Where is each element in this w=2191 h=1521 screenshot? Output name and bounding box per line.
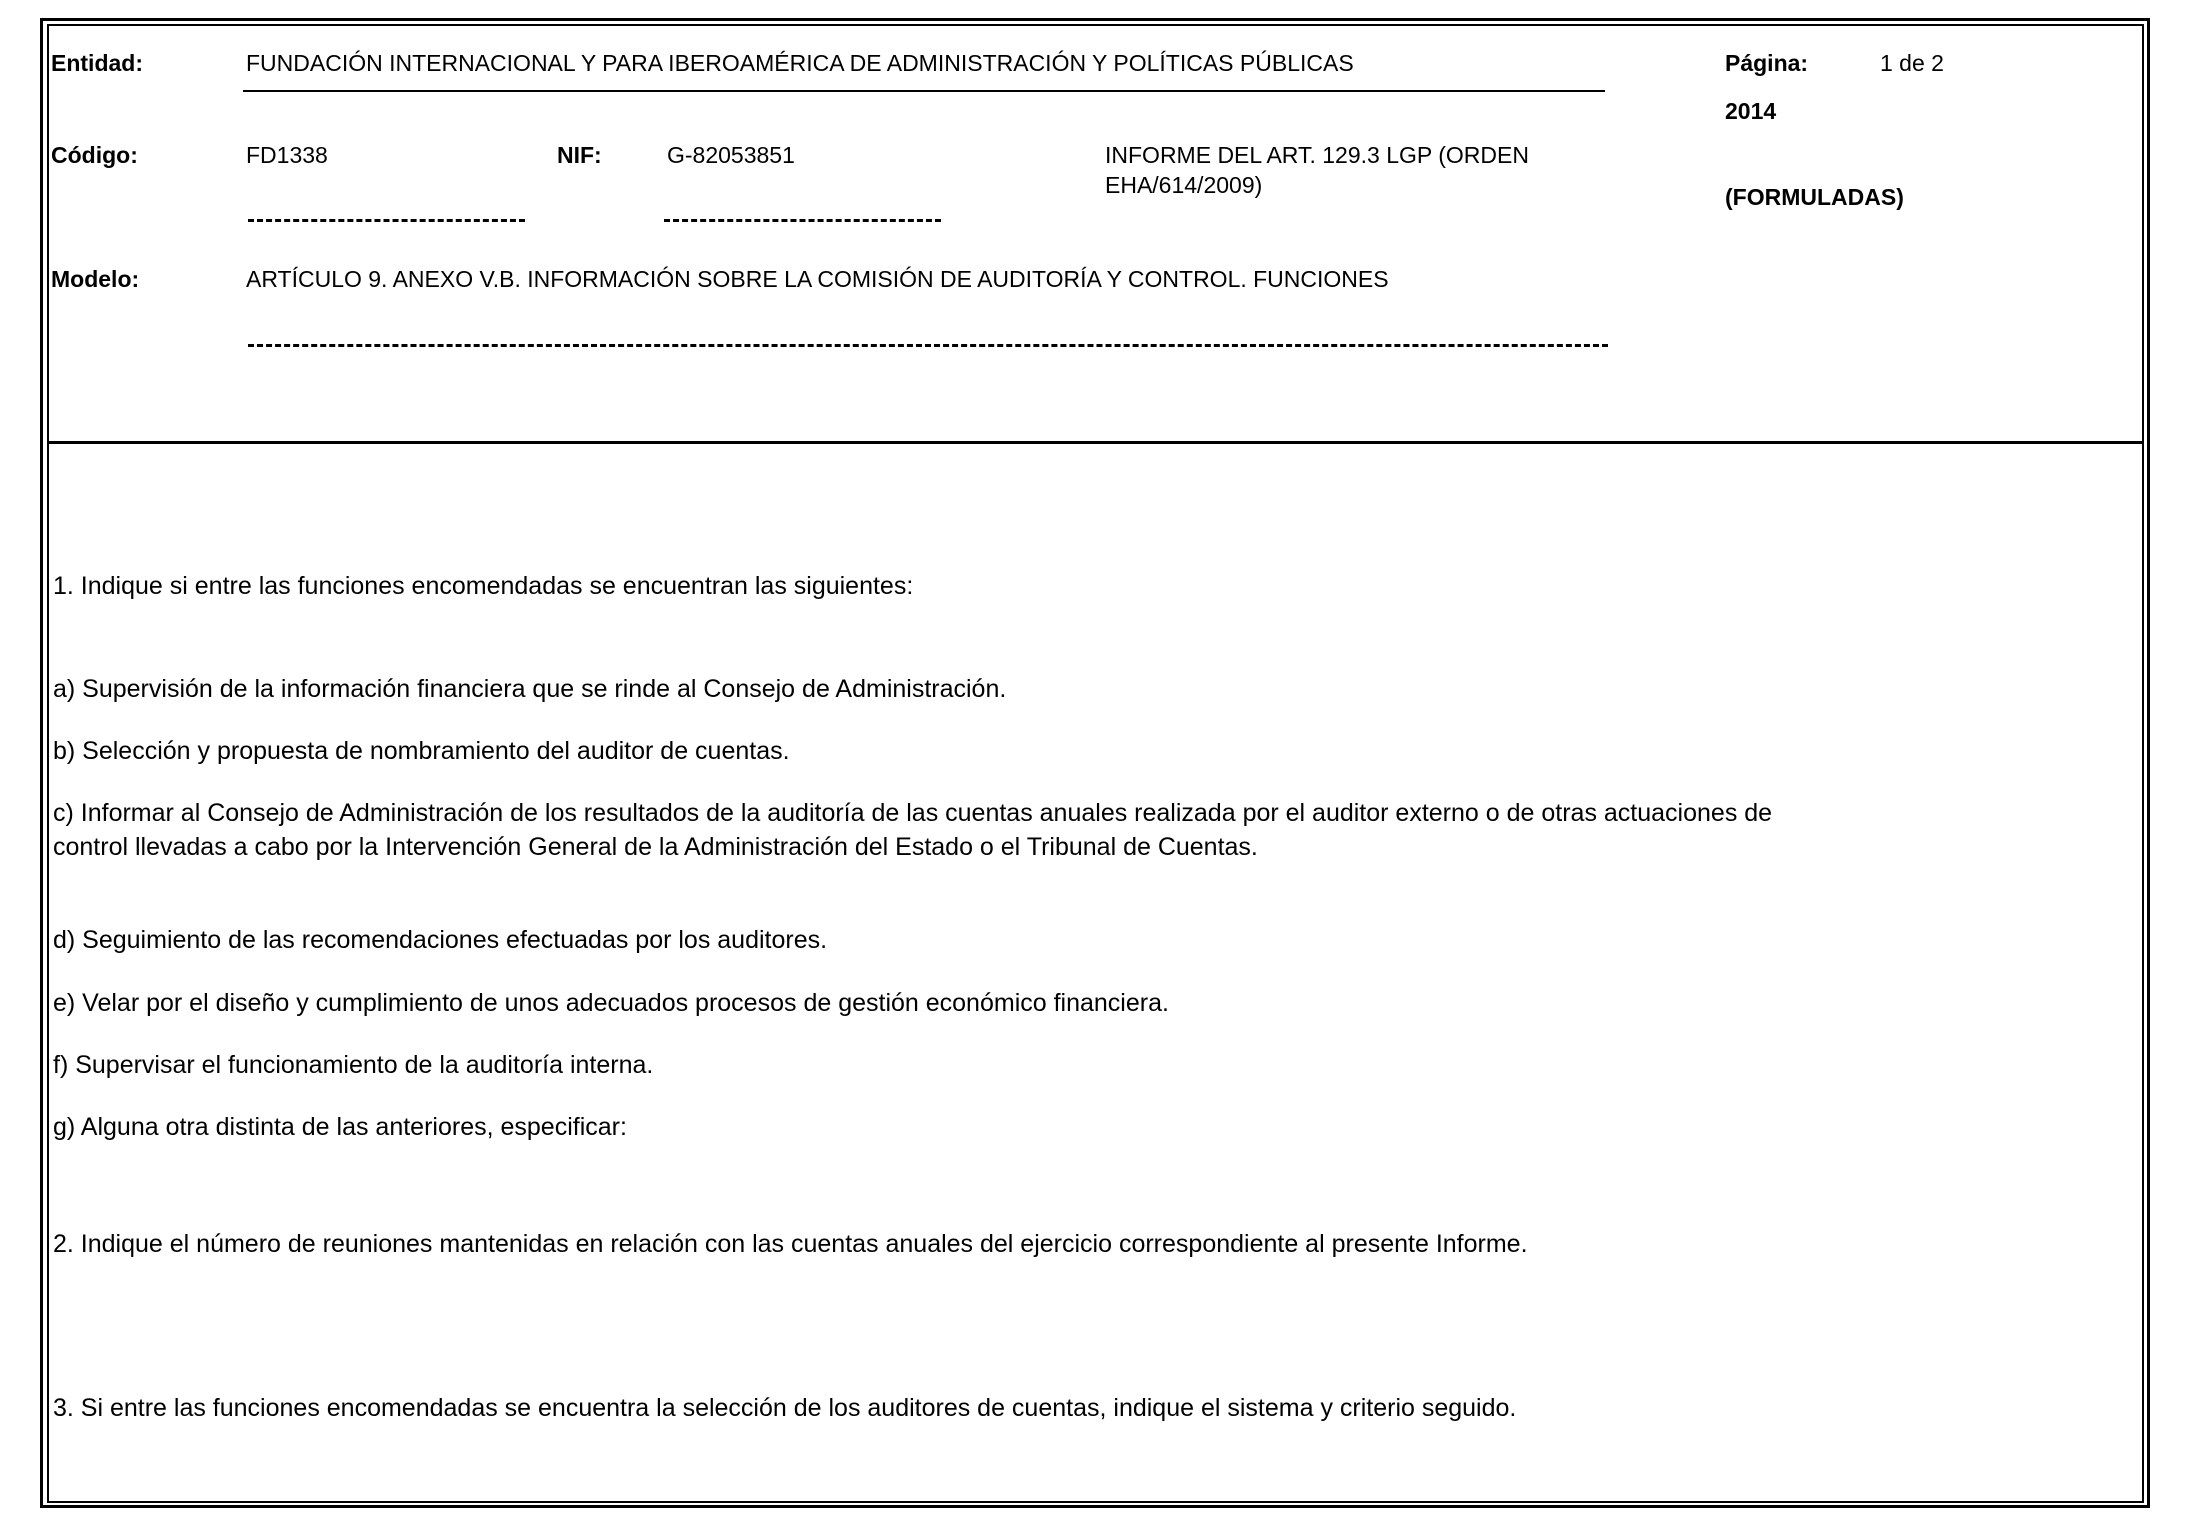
codigo-value: FD1338: [246, 142, 328, 168]
item-b: b) Selección y propuesta de nombramiento del auditor de cuentas.: [53, 737, 790, 765]
pagina-label: Página:: [1725, 50, 1809, 76]
entidad-underline: [243, 90, 1605, 92]
modelo-label: Modelo:: [51, 266, 140, 292]
item-d: d) Seguimiento de las recomendaciones efectuadas por los auditores.: [53, 926, 828, 954]
item-a: a) Supervisión de la información financiera que se rinde al Consejo de Administración.: [53, 675, 1007, 703]
pagina-value: 1 de 2: [1880, 50, 1944, 76]
entidad-label: Entidad:: [51, 50, 143, 76]
codigo-dashed-line: [248, 219, 525, 222]
item-g: g) Alguna otra distinta de las anteriores, especificar:: [53, 1113, 627, 1141]
codigo-label: Código:: [51, 142, 138, 168]
modelo-value: ARTÍCULO 9. ANEXO V.B. INFORMACIÓN SOBRE LA COMISIÓN DE AUDITORÍA Y CONTROL. FUNCIONES: [246, 266, 1389, 292]
informe-line-2: EHA/614/2009): [1105, 172, 1263, 198]
nif-value: G-82053851: [667, 142, 795, 168]
item-c-line-2: control llevadas a cabo por la Intervención General de la Administración del Estado o el Tribunal de Cuentas.: [53, 833, 1258, 861]
question-3: 3. Si entre las funciones encomendadas se encuentra la selección de los auditores de cuentas, indique el sistema y criterio seguido.: [53, 1394, 1517, 1422]
informe-line-1: INFORME DEL ART. 129.3 LGP (ORDEN: [1105, 142, 1529, 168]
entidad-value: FUNDACIÓN INTERNACIONAL Y PARA IBEROAMÉRICA DE ADMINISTRACIÓN Y POLÍTICAS PÚBLICAS: [246, 50, 1354, 76]
status-label: (FORMULADAS): [1725, 184, 1904, 210]
header-separator: [47, 441, 2144, 444]
item-c-line-1: c) Informar al Consejo de Administración de los resultados de la auditoría de las cuentas anuales realizada por el auditor externo o de otras actuaciones de: [53, 799, 1773, 827]
question-2: 2. Indique el número de reuniones mantenidas en relación con las cuentas anuales del ejercicio correspondiente al presente Informe.: [53, 1230, 1528, 1258]
report-year: 2014: [1725, 98, 1777, 124]
question-1: 1. Indique si entre las funciones encomendadas se encuentran las siguientes:: [53, 572, 914, 600]
modelo-dashed-line: [248, 344, 1608, 347]
nif-dashed-line: [664, 219, 941, 222]
nif-label: NIF:: [557, 142, 602, 168]
item-e: e) Velar por el diseño y cumplimiento de unos adecuados procesos de gestión económico financiera.: [53, 989, 1169, 1017]
item-f: f) Supervisar el funcionamiento de la auditoría interna.: [53, 1051, 654, 1079]
